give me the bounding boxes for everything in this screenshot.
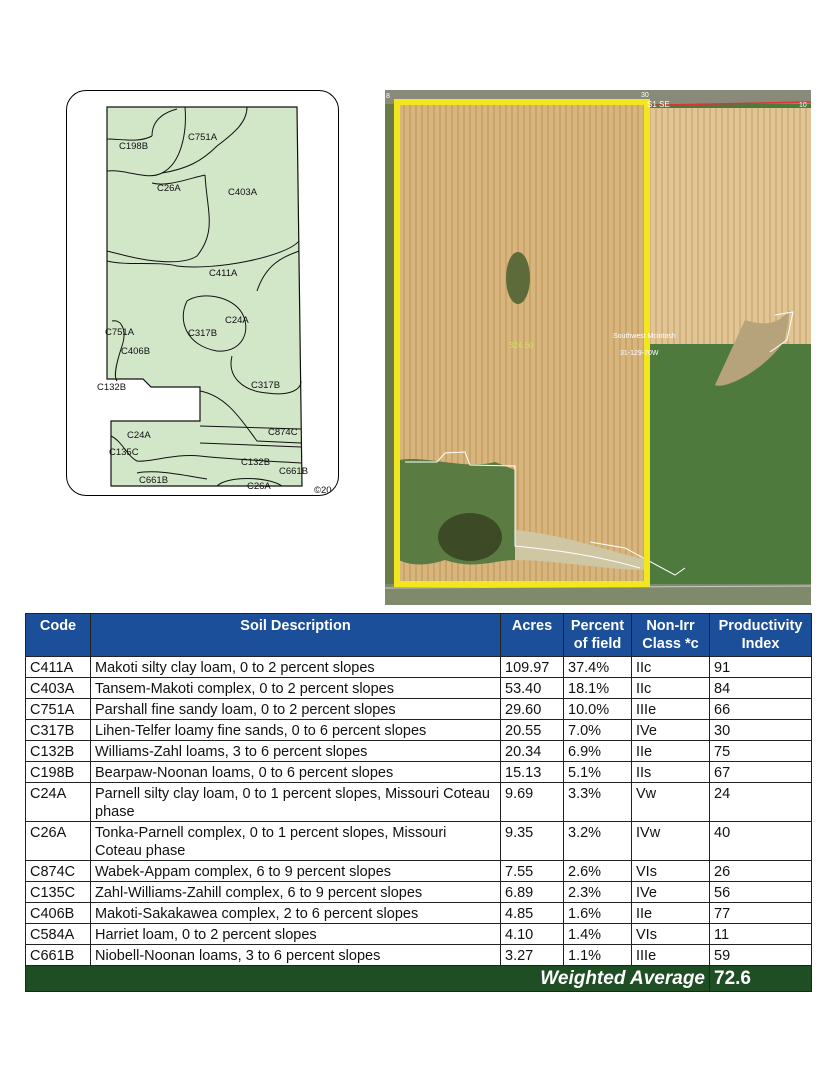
table-header-row (26, 614, 812, 657)
cell-acres: 20.34 (501, 741, 564, 762)
cell-class: IIIe (632, 699, 710, 720)
cell-percent: 1.1% (564, 945, 632, 966)
soil-map-label: C661B (279, 466, 309, 477)
cell-acres: 15.13 (501, 762, 564, 783)
cell-percent: 18.1% (564, 678, 632, 699)
header-productivity-index: Productivity Index (710, 614, 812, 657)
cell-productivity-index: 77 (710, 903, 812, 924)
aerial-photo (385, 90, 811, 605)
cell-description: Harriet loam, 0 to 2 percent slopes (91, 924, 501, 945)
cell-class: IIc (632, 657, 710, 678)
header-acres: Acres (501, 614, 564, 657)
cell-productivity-index: 24 (710, 783, 812, 822)
soil-map-label: C132B (97, 382, 127, 393)
road-label: S1 SE (647, 100, 670, 109)
weighted-average-row (26, 966, 812, 992)
soil-map-label: C132B (241, 457, 271, 468)
header-code: Code (26, 614, 91, 657)
table-row (26, 762, 812, 783)
cell-code: C406B (26, 903, 91, 924)
cell-class: IIe (632, 903, 710, 924)
table-row (26, 699, 812, 720)
table-row (26, 945, 812, 966)
cell-productivity-index: 75 (710, 741, 812, 762)
cell-description: Tonka-Parnell complex, 0 to 1 percent slopes, Missouri Coteau phase (91, 822, 501, 861)
cell-productivity-index: 84 (710, 678, 812, 699)
table-row (26, 783, 812, 822)
weighted-average-value: 72.6 (710, 966, 812, 992)
township-label: 31-129-70W (620, 350, 659, 357)
cell-class: VIs (632, 861, 710, 882)
soil-map-label: C24A (127, 430, 151, 441)
cell-productivity-index: 59 (710, 945, 812, 966)
cell-percent: 3.3% (564, 783, 632, 822)
cell-percent: 1.6% (564, 903, 632, 924)
table-row (26, 882, 812, 903)
table-row (26, 903, 812, 924)
weighted-average-label: Weighted Average (26, 966, 710, 992)
soil-table (25, 613, 812, 992)
cell-percent: 37.4% (564, 657, 632, 678)
cell-productivity-index: 56 (710, 882, 812, 903)
soil-map-label: C411A (209, 268, 238, 279)
cell-acres: 6.89 (501, 882, 564, 903)
cell-code: C198B (26, 762, 91, 783)
cell-percent: 2.6% (564, 861, 632, 882)
cell-percent: 5.1% (564, 762, 632, 783)
cell-class: IVw (632, 822, 710, 861)
soil-map-label: C24A (225, 315, 249, 326)
cell-code: C317B (26, 720, 91, 741)
cell-class: IVe (632, 882, 710, 903)
cell-code: C24A (26, 783, 91, 822)
cell-description: Makoti-Sakakawea complex, 2 to 6 percent slopes (91, 903, 501, 924)
cell-class: VIs (632, 924, 710, 945)
cell-description: Makoti silty clay loam, 0 to 2 percent slopes (91, 657, 501, 678)
soil-map-label: C403A (228, 187, 258, 198)
cell-acres: 53.40 (501, 678, 564, 699)
cell-class: IVe (632, 720, 710, 741)
cell-code: C403A (26, 678, 91, 699)
cell-acres: 9.35 (501, 822, 564, 861)
cell-description: Zahl-Williams-Zahill complex, 6 to 9 percent slopes (91, 882, 501, 903)
cell-acres: 9.69 (501, 783, 564, 822)
cell-productivity-index: 91 (710, 657, 812, 678)
cell-description: Wabek-Appam complex, 6 to 9 percent slopes (91, 861, 501, 882)
cell-code: C584A (26, 924, 91, 945)
cell-percent: 6.9% (564, 741, 632, 762)
cell-percent: 7.0% (564, 720, 632, 741)
soil-map-label: C198B (119, 141, 149, 152)
cell-productivity-index: 40 (710, 822, 812, 861)
section-number: 30 (641, 92, 649, 99)
cell-productivity-index: 11 (710, 924, 812, 945)
section-number: 10 (799, 102, 807, 109)
header-soil-description: Soil Description (91, 614, 501, 657)
cell-class: IIe (632, 741, 710, 762)
cell-code: C751A (26, 699, 91, 720)
cell-acres: 4.85 (501, 903, 564, 924)
cell-description: Tansem-Makoti complex, 0 to 2 percent slopes (91, 678, 501, 699)
cell-acres: 109.97 (501, 657, 564, 678)
cell-acres: 29.60 (501, 699, 564, 720)
table-row (26, 720, 812, 741)
cell-percent: 10.0% (564, 699, 632, 720)
cell-code: C661B (26, 945, 91, 966)
cell-code: C874C (26, 861, 91, 882)
soil-map-label: C317B (251, 380, 281, 391)
cell-productivity-index: 66 (710, 699, 812, 720)
soil-map-label: C317B (188, 328, 218, 339)
cell-percent: 3.2% (564, 822, 632, 861)
soil-map-label: C26A (157, 183, 181, 194)
field-acreage-label: 324.50 (509, 341, 534, 350)
soil-map-label: C751A (188, 132, 218, 143)
cell-class: IIIe (632, 945, 710, 966)
cell-acres: 7.55 (501, 861, 564, 882)
header-percent-of-field: Percent of field (564, 614, 632, 657)
table-row (26, 657, 812, 678)
cell-class: IIs (632, 762, 710, 783)
cell-code: C132B (26, 741, 91, 762)
cell-description: Lihen-Telfer loamy fine sands, 0 to 6 percent slopes (91, 720, 501, 741)
soil-map-copyright: ©20 (314, 485, 332, 495)
table-row (26, 741, 812, 762)
cell-percent: 1.4% (564, 924, 632, 945)
soil-map-label: C26A (247, 481, 271, 492)
cell-class: Vw (632, 783, 710, 822)
cell-code: C411A (26, 657, 91, 678)
cell-description: Niobell-Noonan loams, 3 to 6 percent slopes (91, 945, 501, 966)
cell-description: Bearpaw-Noonan loams, 0 to 6 percent slopes (91, 762, 501, 783)
cell-productivity-index: 26 (710, 861, 812, 882)
soil-map (66, 90, 339, 496)
cell-description: Williams-Zahl loams, 3 to 6 percent slopes (91, 741, 501, 762)
cell-acres: 4.10 (501, 924, 564, 945)
cell-acres: 20.55 (501, 720, 564, 741)
table-row (26, 861, 812, 882)
section-label: Southwest Mcintosh (613, 333, 676, 340)
cell-code: C135C (26, 882, 91, 903)
soil-map-label: C135C (109, 447, 139, 458)
table-row (26, 924, 812, 945)
cell-description: Parnell silty clay loam, 0 to 1 percent slopes, Missouri Coteau phase (91, 783, 501, 822)
table-row (26, 822, 812, 861)
soil-map-label: C661B (139, 475, 169, 486)
soil-map-label: C874C (268, 427, 298, 438)
cell-acres: 3.27 (501, 945, 564, 966)
cell-productivity-index: 30 (710, 720, 812, 741)
table-row (26, 678, 812, 699)
soil-map-label: C751A (105, 327, 135, 338)
cell-code: C26A (26, 822, 91, 861)
section-number: 8 (386, 93, 390, 100)
cell-class: IIc (632, 678, 710, 699)
soil-map-label: C406B (121, 346, 151, 357)
cell-description: Parshall fine sandy loam, 0 to 2 percent slopes (91, 699, 501, 720)
header-non-irr-class: Non-Irr Class *c (632, 614, 710, 657)
cell-productivity-index: 67 (710, 762, 812, 783)
cell-percent: 2.3% (564, 882, 632, 903)
